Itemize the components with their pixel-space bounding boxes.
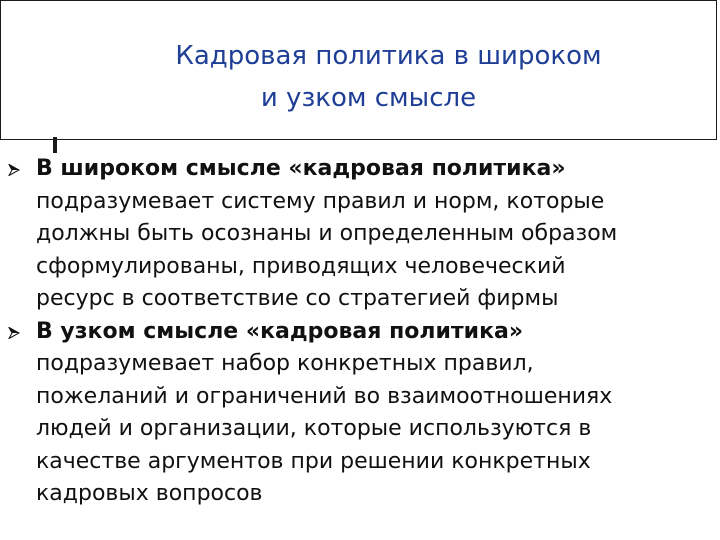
bullet-text-line: людей и организации, которые используются в — [36, 416, 592, 441]
bullet-text-line: подразумевает набор конкретных правил, — [36, 351, 534, 376]
slide-title — [1, 35, 716, 119]
arrowhead-bullet-icon — [8, 327, 20, 339]
bullet-text-line: пожеланий и ограничений во взаимоотношениях — [36, 383, 613, 409]
slide-title-box — [0, 0, 717, 140]
bullet-lead-broad: В широком смысле «кадровая политика» — [36, 156, 566, 181]
slide-title-line-1: Кадровая политика в широком — [175, 41, 602, 71]
bullet-item-narrow — [0, 316, 720, 511]
bullet-text-line: кадровых вопросов — [36, 481, 263, 506]
arrowhead-bullet-icon — [8, 164, 20, 176]
bullet-item-broad — [0, 153, 720, 316]
bullet-lead-narrow: В узком смысле «кадровая политика» — [36, 318, 524, 344]
bullet-text-line: сформулированы, приводящих человеческий — [36, 253, 566, 279]
decorative-tick — [53, 137, 57, 153]
bullet-text-line: качестве аргументов при решении конкретных — [36, 448, 591, 474]
bullet-text-line: должны быть осознаны и определенным образом — [36, 221, 618, 246]
slide-title-line-2: и узком смысле — [260, 83, 477, 113]
bullet-text-line: ресурс в соответствие со стратегией фирмы — [36, 286, 559, 311]
bullet-text-line: подразумевает систему правил и норм, которые — [36, 188, 605, 214]
bullet-list — [0, 153, 720, 511]
